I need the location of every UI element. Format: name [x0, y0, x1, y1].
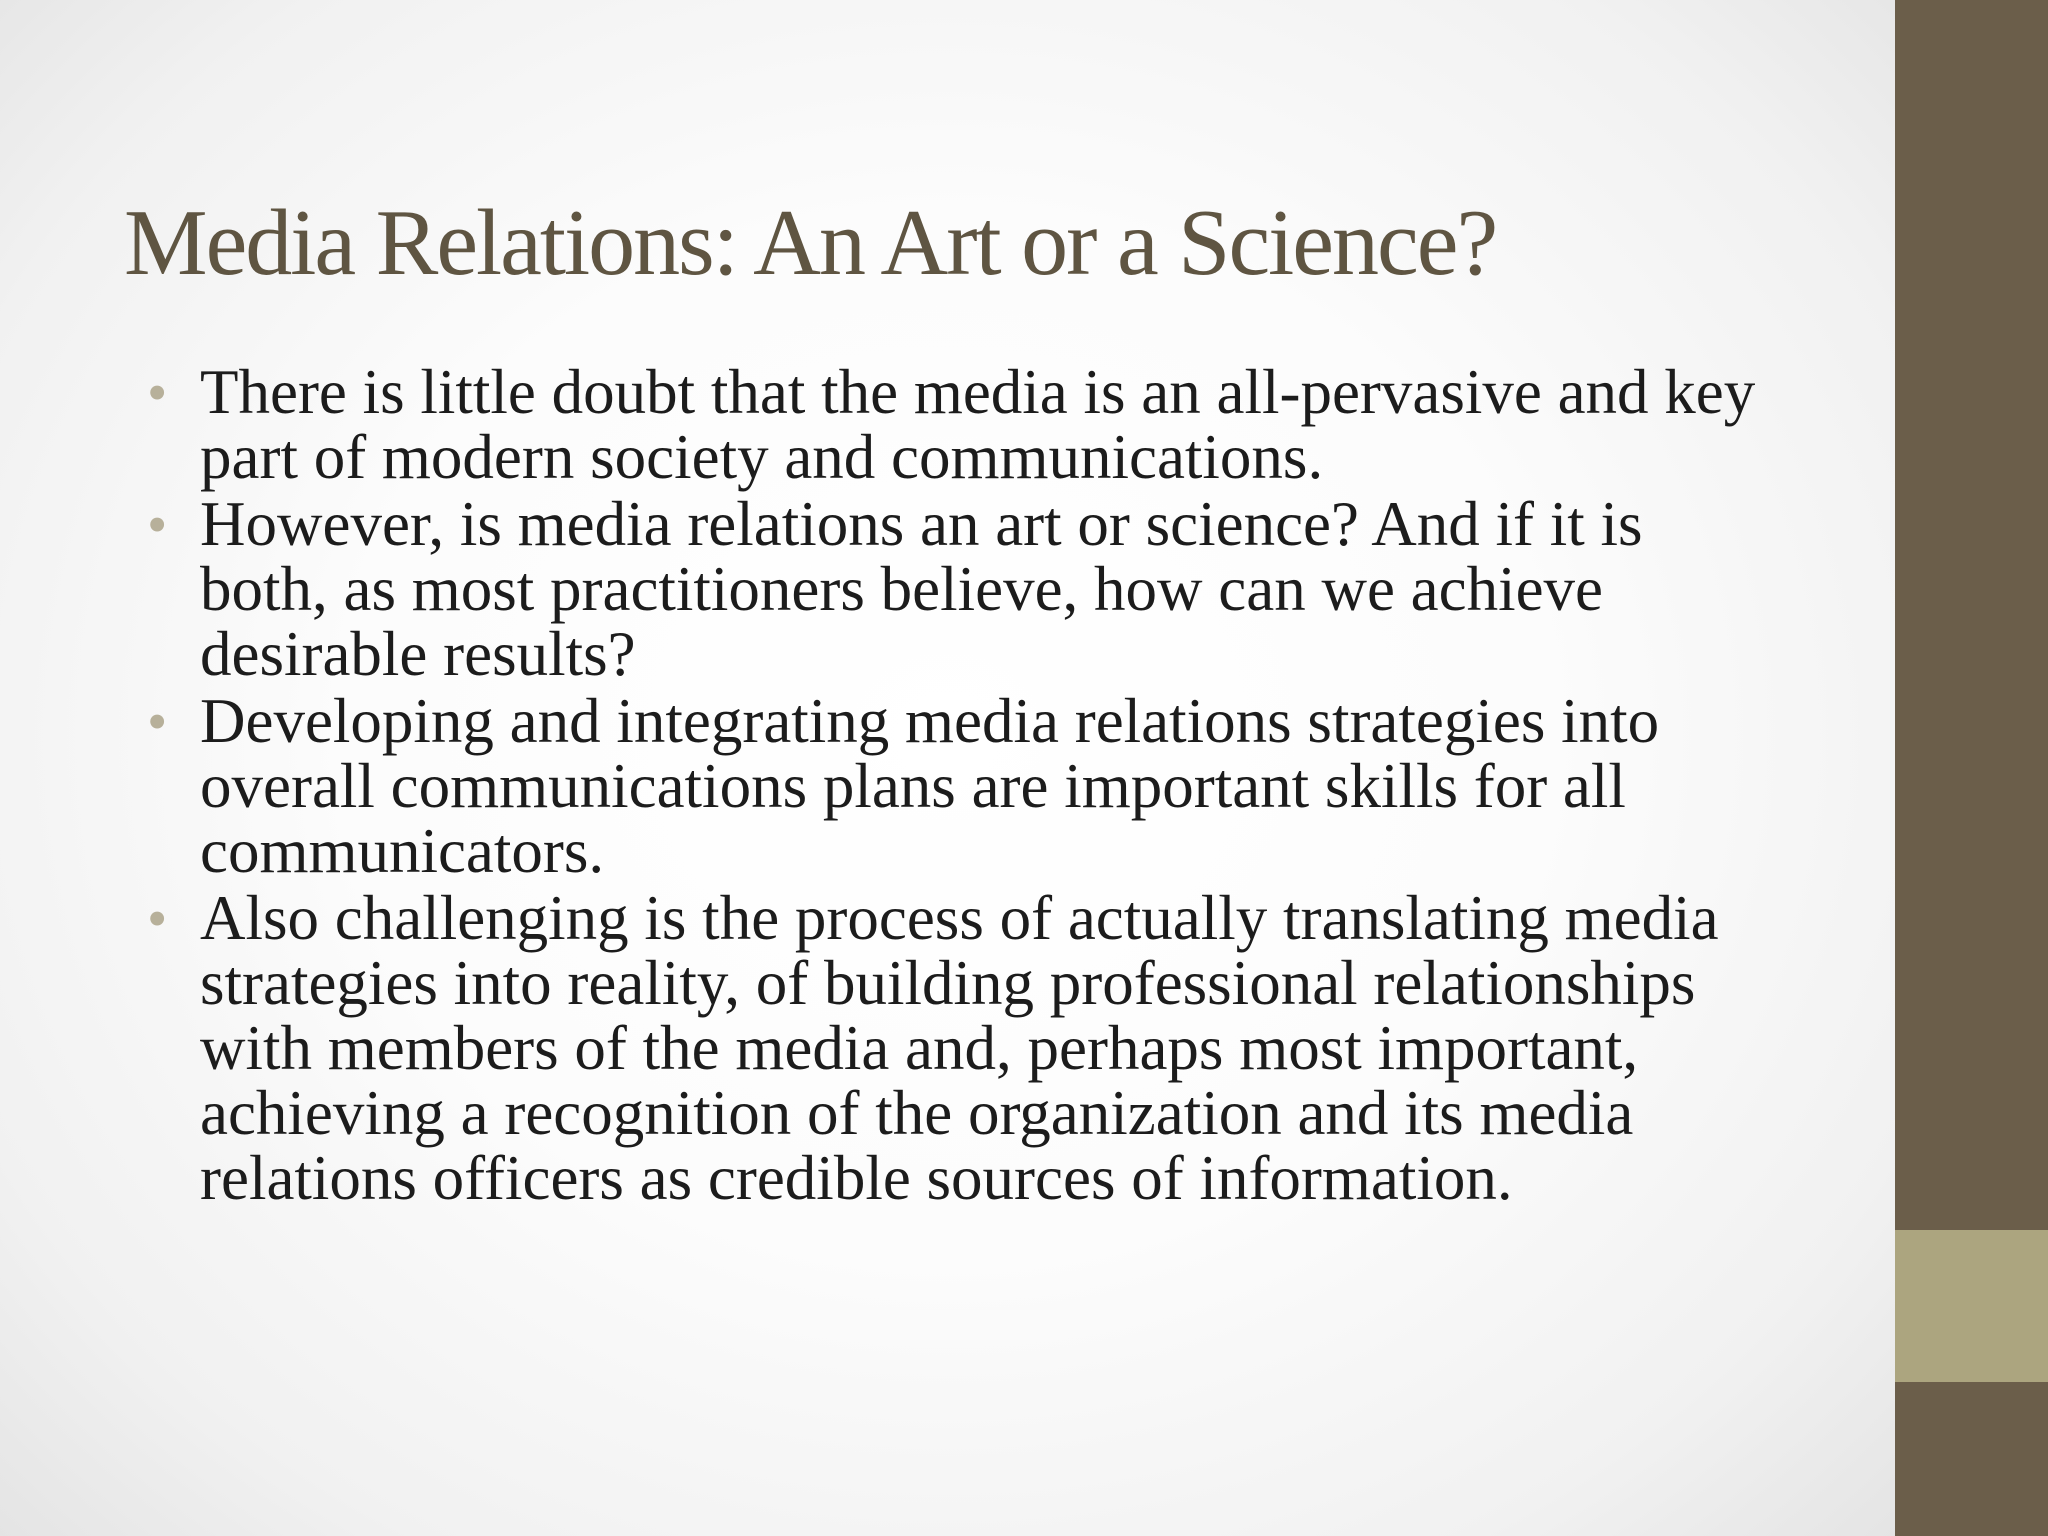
bullet-dot-icon: •	[147, 492, 168, 557]
bullet-dot-icon: •	[147, 360, 168, 425]
bullet-item	[144, 357, 1784, 492]
bullet-list	[144, 357, 1784, 1213]
bullet-item	[144, 686, 1784, 886]
bullet-dot-icon: •	[147, 886, 168, 951]
bullet-dot-icon: •	[147, 689, 168, 754]
bullet-item	[144, 489, 1784, 689]
bullet-text: Also challenging is the process of actually translating media strategies into reality, of building professional relationships with members of the media and, perhaps most important, achieving a recognition of the organization and its media relations officers as credible sources of information.	[200, 883, 1719, 1213]
bullet-text: Developing and integrating media relations strategies into overall communications plans are important skills for all communicators.	[200, 686, 1660, 886]
side-decoration-accent	[1895, 1230, 2048, 1382]
bullet-item	[144, 883, 1784, 1213]
bullet-text: There is little doubt that the media is an all-pervasive and key part of modern society and communications.	[200, 357, 1756, 492]
bullet-text: However, is media relations an art or science? And if it is both, as most practitioners believe, how can we achieve desirable results?	[200, 489, 1643, 689]
slide-title: Media Relations: An Art or a Science?	[124, 191, 1497, 295]
